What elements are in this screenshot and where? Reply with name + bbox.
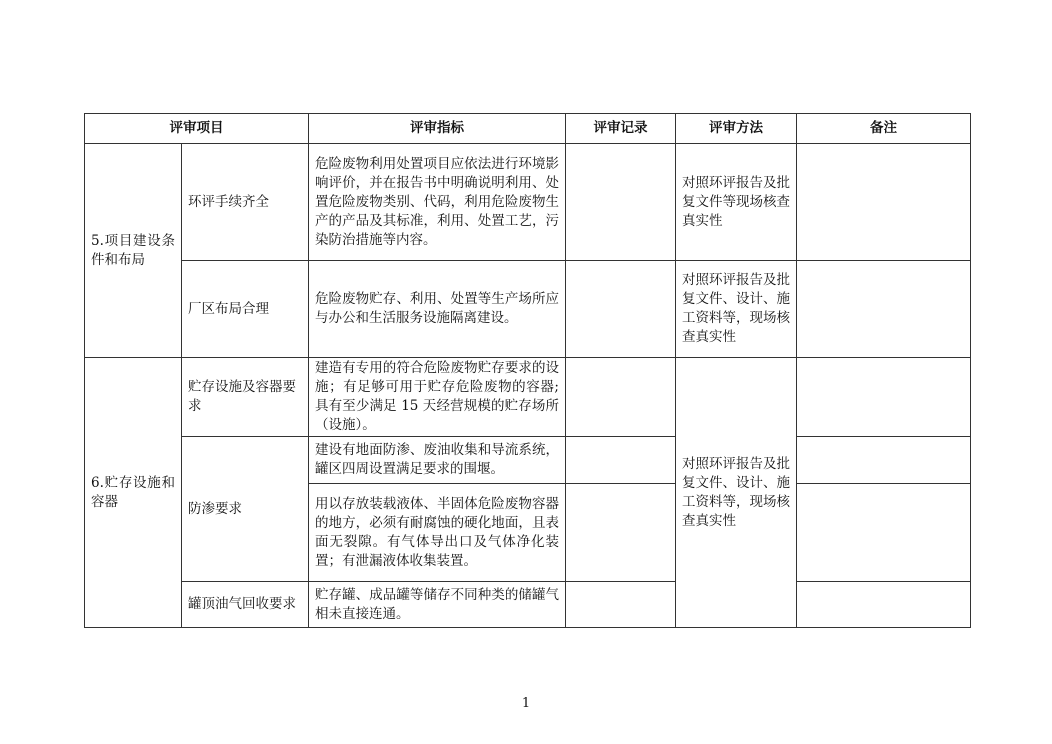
record-cell: [566, 582, 676, 628]
method-cell: 对照环评报告及批复文件、设计、施工资料等，现场核查真实性: [676, 261, 797, 358]
remark-cell: [797, 582, 971, 628]
subitem-cell: 防渗要求: [182, 437, 309, 582]
table-header-row: [85, 114, 971, 144]
indicator-cell: 建造有专用的符合危险废物贮存要求的设施；有足够可用于贮存危险废物的容器;具有至少满足 15 天经营规模的贮存场所（设施）。: [309, 358, 566, 437]
page-number: 1: [521, 696, 531, 711]
table-row: [85, 358, 971, 437]
table-row: [85, 261, 971, 358]
table-row: [85, 437, 971, 484]
record-cell: [566, 358, 676, 437]
remark-cell: [797, 261, 971, 358]
header-remark: 备注: [797, 114, 971, 144]
subitem-cell: 贮存设施及容器要求: [182, 358, 309, 437]
header-review-method: 评审方法: [676, 114, 797, 144]
category-cell: 5.项目建设条件和布局: [85, 144, 182, 358]
indicator-cell: 贮存罐、成品罐等储存不同种类的储罐气相未直接连通。: [309, 582, 566, 628]
record-cell: [566, 484, 676, 582]
method-cell: 对照环评报告及批复文件等现场核查真实性: [676, 144, 797, 261]
review-table: [84, 113, 971, 628]
remark-cell: [797, 144, 971, 261]
remark-cell: [797, 358, 971, 437]
header-review-indicator: 评审指标: [309, 114, 566, 144]
indicator-cell: 用以存放装载液体、半固体危险废物容器的地方，必须有耐腐蚀的硬化地面，且表面无裂隙。有气体导出口及气体净化装置；有泄漏液体收集装置。: [309, 484, 566, 582]
subitem-cell: 罐顶油气回收要求: [182, 582, 309, 628]
method-cell: 对照环评报告及批复文件、设计、施工资料等，现场核查真实性: [676, 358, 797, 628]
record-cell: [566, 261, 676, 358]
record-cell: [566, 437, 676, 484]
remark-cell: [797, 484, 971, 582]
table-row: [85, 144, 971, 261]
subitem-cell: 厂区布局合理: [182, 261, 309, 358]
header-review-record: 评审记录: [566, 114, 676, 144]
category-cell: 6.贮存设施和容器: [85, 358, 182, 628]
record-cell: [566, 144, 676, 261]
table-row: [85, 582, 971, 628]
indicator-cell: 建设有地面防渗、废油收集和导流系统，罐区四周设置满足要求的围堰。: [309, 437, 566, 484]
indicator-cell: 危险废物贮存、利用、处置等生产场所应与办公和生活服务设施隔离建设。: [309, 261, 566, 358]
header-review-item: 评审项目: [85, 114, 309, 144]
subitem-cell: 环评手续齐全: [182, 144, 309, 261]
remark-cell: [797, 437, 971, 484]
indicator-cell: 危险废物利用处置项目应依法进行环境影响评价，并在报告书中明确说明利用、处置危险废物类别、代码，利用危险废物生产的产品及其标准，利用、处置工艺，污染防治措施等内容。: [309, 144, 566, 261]
